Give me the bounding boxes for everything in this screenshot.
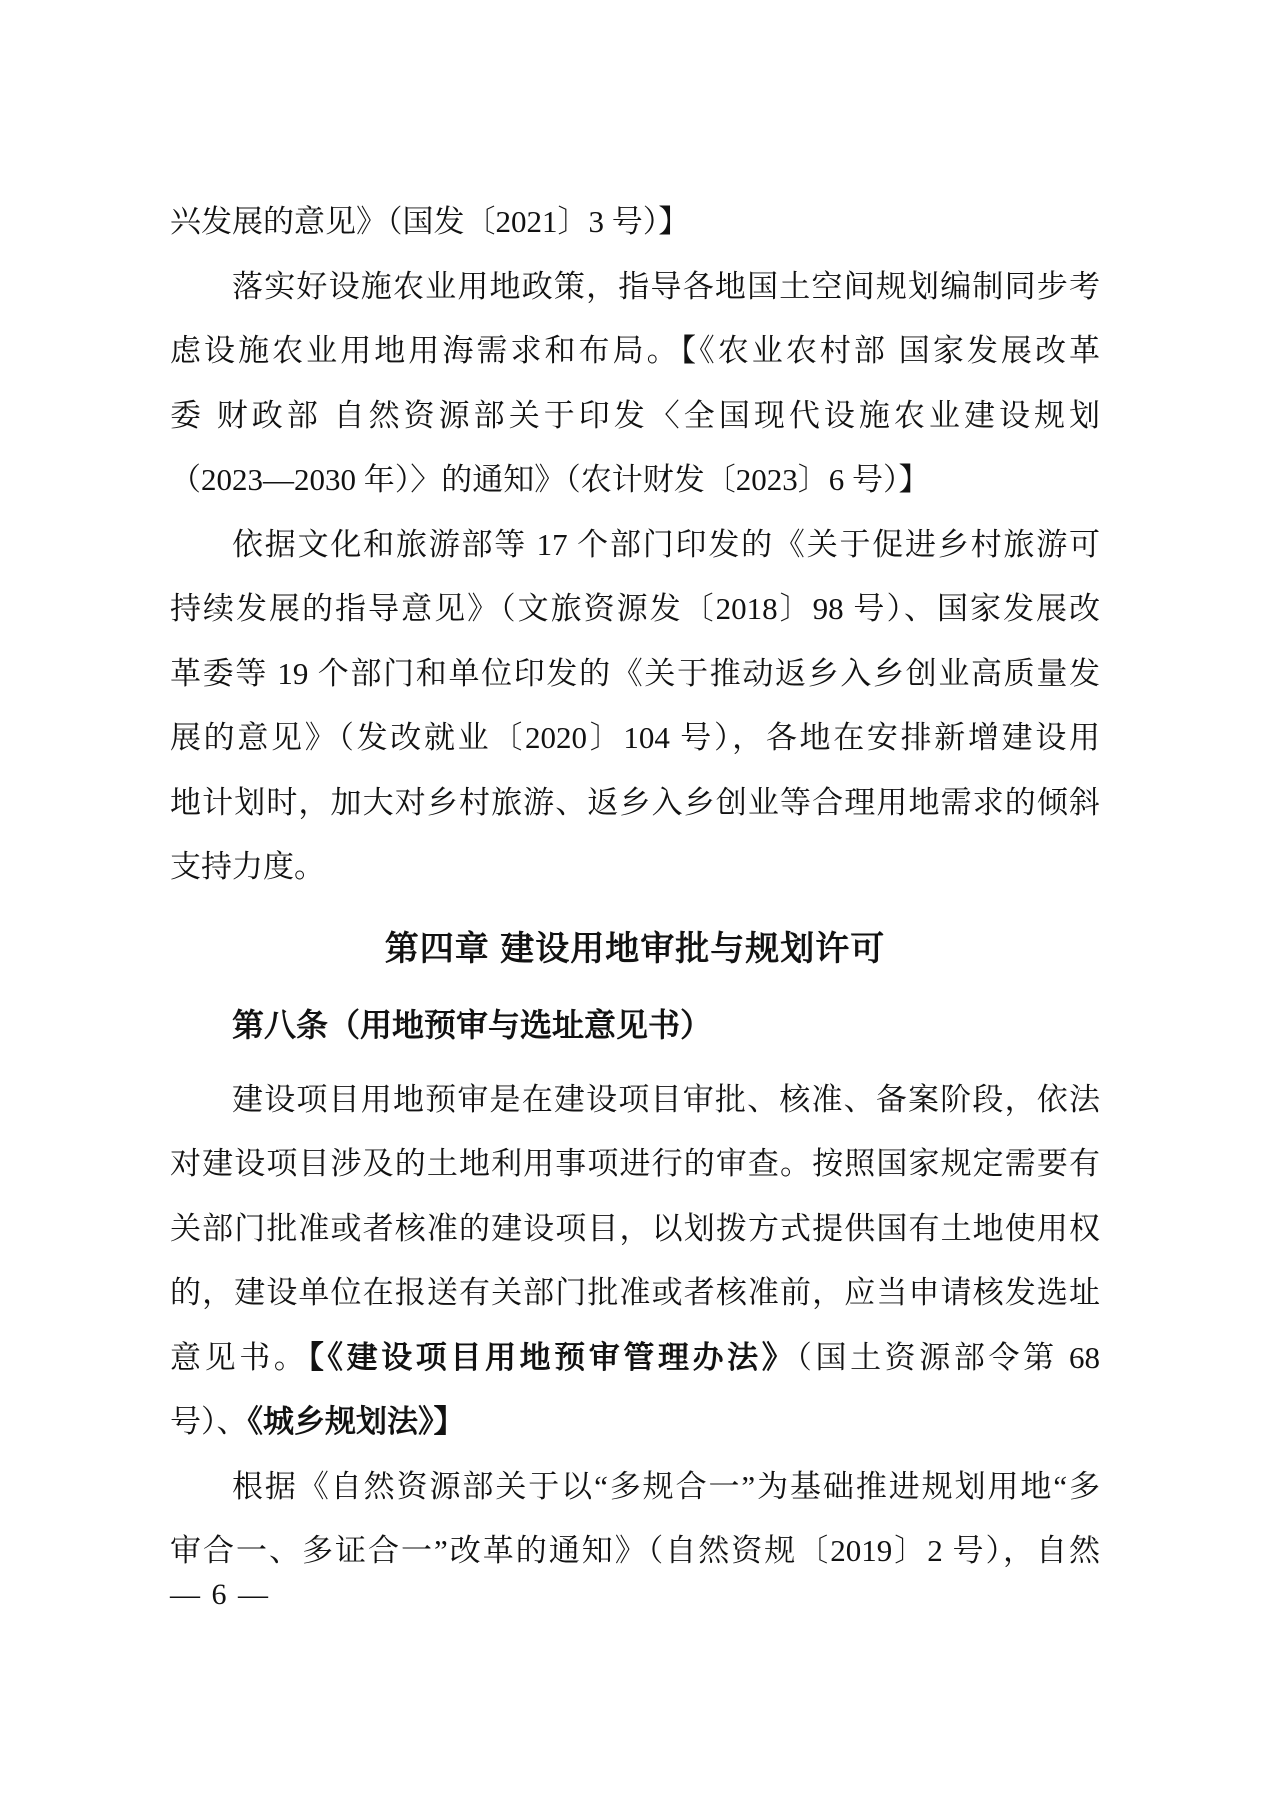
text-line: （2023—2030 年）〉的通知》（农计财发〔2023〕6 号）】: [170, 462, 930, 497]
text-line: [170, 1390, 1100, 1455]
text-line: 建设项目用地预审是在建设项目审批、核准、备案阶段，依法: [232, 1081, 1100, 1117]
text-line: 委 财政部 自然资源部关于印发〈全国现代设施农业建设规划: [170, 397, 1100, 433]
text-line: 的，建设单位在报送有关部门批准或者核准前，应当申请核发选址: [170, 1275, 1100, 1310]
text-line: 地计划时，加大对乡村旅游、返乡入乡创业等合理用地需求的倾斜: [170, 784, 1100, 820]
text-line: 对建设项目涉及的土地利用事项进行的审查。按照国家规定需要有: [170, 1146, 1100, 1181]
text-segment: （国土资源部令第 68: [796, 1339, 1101, 1375]
text-line: [170, 1326, 1100, 1391]
statute-citation: 【《建设项目用地预审管理办法》: [308, 1339, 797, 1375]
chapter-heading: 第四章 建设用地审批与规划许可: [384, 929, 886, 968]
page-number: — 6 —: [170, 1578, 270, 1611]
text-segment: 意见书。: [170, 1339, 309, 1375]
text-line: 展的意见》（发改就业〔2020〕104 号），各地在安排新增建设用: [170, 720, 1100, 755]
text-line: 支持力度。: [170, 849, 325, 884]
text-line: 关部门批准或者核准的建设项目，以划拨方式提供国有土地使用权: [170, 1210, 1100, 1246]
text-line: 依据文化和旅游部等 17 个部门印发的《关于促进乡村旅游可: [232, 526, 1100, 562]
article-heading: 第八条（用地预审与选址意见书）: [232, 1007, 713, 1043]
text-line: 根据《自然资源部关于以“多规合一”为基础推进规划用地“多: [232, 1468, 1100, 1504]
text-line: 虑设施农业用地用海需求和布局。【《农业农村部 国家发展改革: [170, 333, 1100, 368]
statute-citation: 《城乡规划法》】: [247, 1404, 465, 1439]
text-line: 审合一、多证合一”改革的通知》（自然资规〔2019〕2 号），自然: [170, 1533, 1100, 1568]
text-segment: 号）、: [170, 1404, 248, 1439]
text-line: 持续发展的指导意见》（文旅资源发〔2018〕98 号）、国家发展改: [170, 591, 1100, 626]
text-line: 兴发展的意见》（国发〔2021〕3 号）】: [170, 204, 690, 239]
page-body: [170, 190, 1100, 1584]
text-line: 落实好设施农业用地政策，指导各地国土空间规划编制同步考: [232, 268, 1100, 304]
text-line: 革委等 19 个部门和单位印发的《关于推动返乡入乡创业高质量发: [170, 655, 1100, 691]
